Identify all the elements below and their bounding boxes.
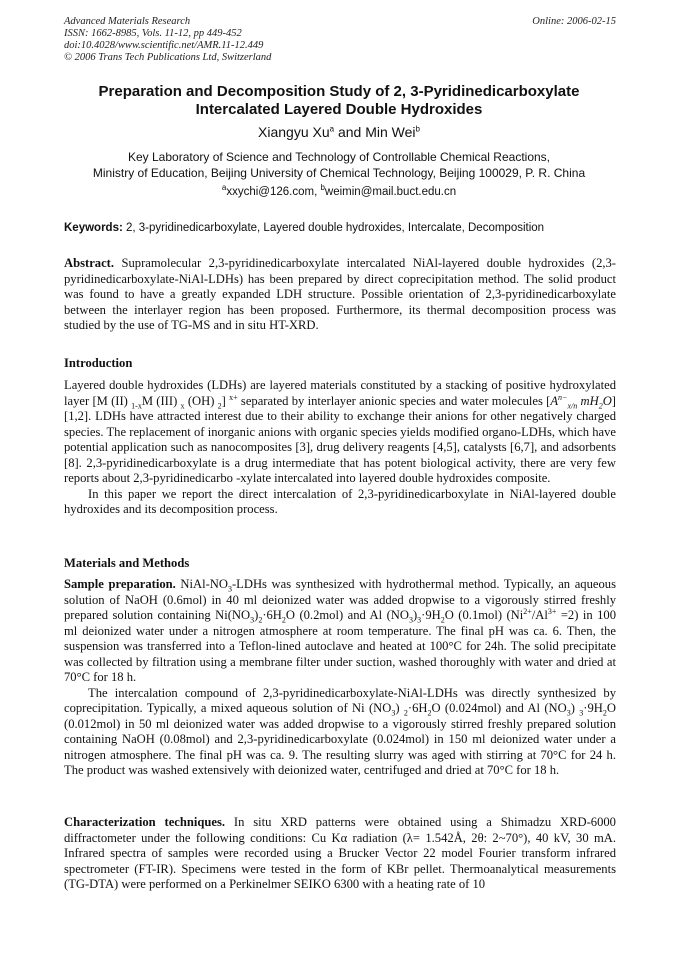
abstract (64, 256, 616, 334)
text-run: O (0.012mol) in 50 ml deionized water was added dropwise to a vigorously stirred freshly prepared solution containing NaOH (0.08mol) and 2,3-pyridinedicarboxylate (0.024mol) in 150 ml deionized water under a nitrogen atmosphere. The final pH was ca. 9. The resulting slurry was aged with stirring at 70°C for 24 h. The product was washed extensively with deionized water, centrifuged and dried at 70°C for 18 h. (64, 701, 616, 777)
email-b: weimin@mail.buct.edu.cn (324, 186, 457, 198)
subscript: 3 (227, 584, 232, 594)
introduction-heading: Introduction (64, 356, 133, 370)
text-run: The intercalation compound of 2,3-pyridinedicarboxylate-NiAl-LDHs was directly synthesized by coprecipitation. Typically, a mixed aqueous solution of Ni (NO (64, 685, 616, 715)
doi-line: doi:10.4028/www.scientific.net/AMR.11-12.449 (64, 40, 264, 51)
sample-preparation-paragraph (64, 577, 616, 686)
introduction-paragraph-1 (64, 378, 616, 487)
paper-title (60, 83, 618, 119)
author-joiner: and (334, 124, 366, 140)
text-run: ) (254, 608, 259, 622)
affiliation-line-2: Ministry of Education, Beijing University of Chemical Technology, Beijing 100029, P. R. China (92, 166, 586, 180)
subscript: 2 (258, 615, 263, 625)
text-run: O (0.024mol) and Al (NO (431, 701, 567, 715)
methods-body (64, 577, 616, 779)
email-b-mark: b (320, 183, 325, 193)
email-a: xxychi@126.com (226, 186, 315, 198)
author-2: Min Wei (365, 124, 416, 140)
text-run: (OH) (184, 393, 218, 408)
author-1-mark: a (329, 124, 335, 134)
superscript: 2+ (523, 606, 532, 616)
text-run: ] (221, 393, 230, 408)
characterization-paragraph (64, 815, 616, 893)
subscript: 3 (391, 708, 396, 718)
author-1: Xiangyu Xu (258, 124, 330, 140)
text-run: /Al (531, 608, 548, 622)
text-run: NiAl-NO (175, 577, 228, 591)
subscript: 2 (217, 401, 222, 411)
text-run: ·6H (262, 608, 282, 622)
introduction-paragraph-2: In this paper we report the direct intercalation of 2,3-pyridinedicarboxylate in NiAl-layered double hydroxides and its decomposition process. (64, 486, 616, 516)
superscript: n− (558, 392, 568, 402)
text-run: O (0.1mol) (Ni (444, 608, 524, 622)
email-a-mark: a (221, 183, 227, 193)
affiliation-line-1: Key Laboratory of Science and Technology of Controllable Chemical Reactions, (127, 150, 551, 164)
sample-preparation-label: Sample preparation. (64, 577, 176, 591)
subscript: 2 (281, 615, 286, 625)
text-run: Layered double hydroxides (LDHs) are layered materials constituted by a stacking of positive hydroxylated layer [M (II) (64, 378, 616, 408)
text-run: O (0.2mol) and Al (NO (285, 608, 409, 622)
author-2-mark: b (415, 124, 420, 134)
introduction-body (64, 378, 616, 518)
subscript: 2 (403, 708, 408, 718)
text-run: -LDHs was synthesized with hydrothermal method. Typically, an aqueous solution of NaOH (0.6mol) in 40 ml deionized water was added dropwise to a vigorously stirred freshly prepared solution containing Ni(NO (64, 577, 616, 622)
keywords-text: 2, 3-pyridinedicarboxylate, Layered double hydroxides, Intercalate, Decomposition (122, 222, 545, 234)
superscript: x+ (229, 392, 238, 402)
copyright-line: © 2006 Trans Tech Publications Ltd, Switzerland (64, 52, 272, 63)
intercalation-paragraph (64, 686, 616, 779)
subscript: x/n (567, 401, 578, 411)
abstract-text: Supramolecular 2,3-pyridinedicarboxylate intercalated NiAl-layered double hydroxides (2,3-pyridinedicarboxylate-NiAl-LDHs) has been prepared by direct coprecipitation method. The solid product was found to have a greatly expanded LDH structure. Possible orientation of 2,3-pyridinedicarboxylate between the interlayer region has been proposed. Furthermore, its thermal decomposition process was studied by the use of TG-MS and in situ HT-XRD. (64, 256, 616, 332)
email-separator: , (314, 186, 321, 198)
text-run: =2) in 100 ml deionized water under a nitrogen atmosphere at room temperature. The final pH was ca. 6. Then, the suspension was transferred into a Teflon-lined autoclave and heated at 100°C for 24h. The solid precipitate was collected by filtration using a membrane filter under suction, washed thoroughly with water and dried at 70°C for 18 h. (64, 608, 616, 684)
subscript: 2 (440, 615, 445, 625)
keywords (64, 220, 616, 236)
characterization-text: In situ XRD patterns were obtained using a Shimadzu XRD-6000 diffractometer under the following conditions: Cu Kα radiation (λ= 1.542Å, 2θ: 2~70°), 40 kV, 30 mA. Infrared spectra of samples were recorded using a Brucker Vector 22 model Fourier transform infrared spectrometer (FT-IR). Specimens were tested in the form of KBr pellet. Thermoanalytical measurements (TG-DTA) were performed on a Perkinelmer SEIKO 6300 with a heating rate of 10 (64, 815, 616, 891)
methods-heading: Materials and Methods (64, 556, 190, 570)
email-line (60, 184, 618, 200)
text-run: ·6H (407, 701, 428, 715)
subscript: 2 (598, 401, 603, 411)
subscript: 3 (250, 615, 255, 625)
characterization-label: Characterization techniques. (64, 815, 226, 829)
subscript: x (180, 401, 185, 411)
subscript: 3 (566, 708, 571, 718)
text-run: ) (570, 701, 580, 715)
text-run: ·9H (421, 608, 441, 622)
subscript: 1-x (131, 401, 142, 411)
anion-formula (550, 392, 612, 411)
title-line-2: Intercalated Layered Double Hydroxides (195, 101, 483, 118)
subscript: 3 (417, 615, 422, 625)
abstract-label: Abstract. (64, 256, 115, 270)
text-run: O (602, 393, 612, 408)
journal-name: Advanced Materials Research (64, 16, 191, 27)
text-run: ] [1,2]. LDHs have attracted interest due to their ability to exchange their anions for other negatively charged species. The replacement of inorganic anions with organic species yields modified organo-LDHs, which have potential application such as nanocomposites [3], drug delivery reagents [4,5], catalysts [6,7], and adsorbents [8]. 2,3-pyridinedicarboxylate is a drug intermediate that has potent biological activity, there are very few reports about 2,3-pyridinedicarbo -xylate intercalated into layered double hydroxides composite. (64, 393, 616, 485)
issn-line: ISSN: 1662-8985, Vols. 11-12, pp 449-452 (64, 28, 242, 39)
title-line-1: Preparation and Decomposition Study of 2, 3-Pyridinedicarboxylate (98, 83, 580, 100)
text-run: ·9H (583, 701, 603, 715)
subscript: 2 (427, 708, 432, 718)
subscript: 3 (408, 615, 413, 625)
text-run: separated by interlayer anionic species and water molecules [ (237, 393, 551, 408)
journal-header (64, 16, 271, 64)
online-date: Online: 2006-02-15 (532, 16, 616, 27)
affiliation (60, 149, 618, 181)
text-run: M (III) (141, 393, 181, 408)
author-line (60, 124, 618, 141)
superscript: 3+ (547, 606, 557, 616)
text-run: A (550, 393, 559, 408)
keywords-label: Keywords: (64, 222, 123, 234)
text-run: mH (577, 393, 599, 408)
subscript: 2 (602, 708, 607, 718)
text-run: ) (412, 608, 418, 622)
subscript: 3 (579, 708, 584, 718)
text-run: ) (395, 701, 404, 715)
